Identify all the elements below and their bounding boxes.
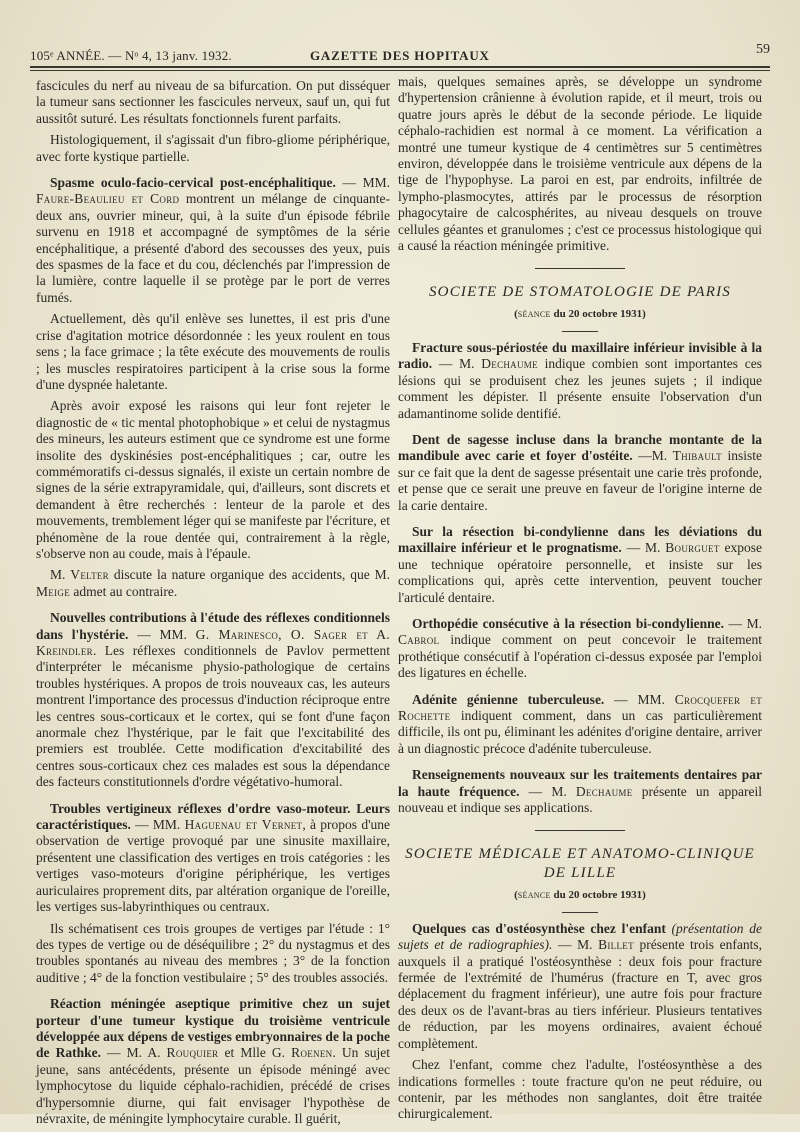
text-run: du 20 octobre 1931) <box>550 889 646 902</box>
paragraph: Actuellement, dès qu'il enlève ses lunettes, il est pris d'une crise d'agitation motrice désordonnée : les yeux roulent en tous sens ; la face grimace ; la tête exécute des mouvements de roulis ; les muscles respiratoires participent à la crise sous la forme d'une dyspnée haletante. <box>36 311 390 392</box>
text-run: ( <box>514 889 518 902</box>
text-run: — MM. <box>130 817 185 833</box>
article-title: Spasme oculo-facio-cervical post-encéphalitique. <box>50 175 336 191</box>
article-resection <box>398 524 762 606</box>
article-osteosynthese <box>398 921 762 1052</box>
author-name: Bourguet <box>665 540 720 556</box>
text-run: — MM. <box>128 626 196 642</box>
text-run: —M. <box>632 448 673 464</box>
article-spasme <box>36 175 390 306</box>
text-run: — M. <box>723 615 762 631</box>
article-title: Fracture sous-périostée du maxillaire inférieur invisible à la radio. <box>398 339 762 372</box>
paragraph: Histologiquement, il s'agissait d'un fibro-gliome périphérique, avec forte kystique partielle. <box>36 132 390 164</box>
section-divider <box>562 912 598 913</box>
text-run: — M. <box>552 937 599 953</box>
author-name: Billet <box>598 937 634 953</box>
text-run: — MM. <box>604 691 675 707</box>
text-run: indiquent comment, dans un cas particulièrement difficile, ils ont pu, éliminant les adénites d'origine dentaire, arriver à un diagnostic précoce d'adénite tuberculeuse. <box>398 708 762 756</box>
page-number: 59 <box>756 42 770 57</box>
text-run: , à propos d'une observation de vertige provoqué par une sinusite maxillaire, présentent une classification des vertiges en trois catégories : les vertiges vaso-moteurs d'origine périphérique, les vertiges auriculaires proprement dits, par altération organique de l'oreille, les vertiges sus-labyrinthiques ou centraux. <box>36 817 391 915</box>
society-heading: SOCIETE MÉDICALE ET ANATOMO-CLINIQUE DE LILLE <box>405 846 755 882</box>
section-divider <box>562 331 598 332</box>
text-run: montrent un mélange de cinquante-deux ans, ouvrier mineur, qui, à la suite d'un épisode fébrile survenu en 1918 et accompagné de symptômes de la série encéphalitique, a présenté d'abord des secousses des yeux, puis des spasmes de la face et du cou, déclenchés par l'impression de la lumière, contre laquelle il se protège par le port de verres fumés. <box>36 191 390 305</box>
author-name: Cabrol <box>398 632 440 648</box>
text-run: — M. <box>621 540 666 556</box>
author-names: Haguenau et Vernet <box>184 817 303 833</box>
text-run: discute la nature organique des accidents, que M. <box>108 567 390 583</box>
text-run: — M. <box>432 356 482 372</box>
article-adenite <box>398 692 762 758</box>
author-names: Crocquefer et Rochette <box>398 691 762 723</box>
text-run: expose une technique opératoire personnelle, et insiste sur les complications qui, après cette intervention, peuvent toucher l'articulé dentaire. <box>398 540 762 605</box>
text-run: et Mlle G. <box>218 1045 292 1061</box>
text-run: . Un sujet jeune, sans antécédents, présente un épisode méningé avec lymphocytose du liquide céphalo-rachidien, précédé de crises d'hypersomnie diurne, qui fait envisager l'hypothèse de névraxite, de méningite lymphocytaire curable. Il guérit, <box>36 1045 390 1126</box>
author-name: Dechaume <box>575 783 633 799</box>
paragraph: fascicules du nerf au niveau de sa bifurcation. On put disséquer la tumeur sans sectionner les fascicules nerveux, sauf un, qui fut aussitôt suturé. Les résultats fonctionnels furent parfaits. <box>36 78 390 126</box>
section-divider <box>535 830 625 831</box>
text-run: présente trois enfants, auxquels il a pratiqué l'ostéosynthèse : deux fois pour fracture fermée de l'extrémité de l'humérus (fracture en T, avec gros déplacement du fragment inférieur), une autre fois pour fracture des deux os de l'avant-bras au tiers inférieur. Plusieurs tentatives de réduction, par les moyens ordinaires, avaient échoué complètement. <box>398 937 762 1051</box>
journal-title: GAZETTE DES HOPITAUX <box>310 48 490 63</box>
text-run: — M. A. <box>100 1045 167 1061</box>
article-title: Quelques cas d'ostéosynthèse chez l'enfant <box>412 920 666 936</box>
text-run: présente un appareil nouveau et indique ses applications. <box>398 783 763 816</box>
text-run: . Les réflexes conditionnels de Pavlov permettent d'interpréter le mécanisme physio-pathologique de certains troubles hystériques. A propos de trois nouveaux cas, les auteurs montrent l'importance des processus d'induction réciproque entre les centres sous-corticaux et le cortex, qui se font d'une façon anormale chez l'hystérique, par le fait que l'excitabilité des premiers est troublée. Cette modification d'excitabilité des centres sous-corticaux chez ces malades est sous la dépendance des facteurs constitutionnels d'ordre végétativo-humoral. <box>36 643 390 790</box>
article-title: Troubles vertigineux réflexes d'ordre vaso-moteur. Leurs caractéristiques. <box>36 800 390 833</box>
article-renseignements <box>398 767 762 816</box>
paragraph <box>36 567 390 600</box>
paragraph: mais, quelques semaines après, se développe un syndrome d'hypertension crânienne à évolution rapide, et il meurt, trois ou quatre jours après le début de la seconde période. Le liquide céphalo-rachidien est normal à ce moment. La vérification a montré une tumeur kystique de 4 centimètres sur 5 centimètres environ, développée dans le troisième ventricule aux dépens de la tige de l'hypophyse. La paroi en est, par endroits, infiltrée de lympho-plasmocytes, attirés par le processus de résorption phagocytaire de calcosphérites, au niveau desquels on trouve cellules géantes et granulomes ; c'est ce processus histologique qui a causé la réaction méningée primitive. <box>398 74 762 254</box>
article-title: Adénite génienne tuberculeuse. <box>412 691 605 707</box>
text-run: — MM. <box>335 175 390 191</box>
section-divider <box>535 268 625 269</box>
text-run: M. <box>50 567 71 583</box>
article-title: Orthopédie consécutive à la résection bi-condylienne. <box>412 615 724 631</box>
text-run: (présentation de sujets et de radiographies). <box>398 920 762 953</box>
society-heading: SOCIETE DE STOMATOLOGIE DE PARIS <box>428 284 731 301</box>
article-title: Dent de sagesse incluse dans la branche montante de la mandibule avec carie et foyer d'ostéite. <box>398 431 762 464</box>
article-title: Sur la résection bi-condylienne dans les déviations du maxillaire inférieur et le prognatisme. <box>398 523 762 556</box>
paragraph: Après avoir exposé les raisons qui leur font rejeter le diagnostic de « tic mental photophobique » et celui de nystagmus des mineurs, les auteurs estiment que ce syndrome est une forme insolite des dyskinésies post-encéphalitiques ; car, outre les commémoratifs ci-dessus signalés, il existe un certain nombre de signes de la série extrapyramidale, qui, d'ailleurs, sont discrets et demandent à être recherchés : lenteur de la parole et des mouvements, tremblement léger qui se manifeste par l'écriture, et phénomène de la roue dentée qui, contrairement à la règle, s'observe non au coude, mais à l'épaule. <box>36 398 390 561</box>
article-title: Nouvelles contributions à l'étude des réflexes conditionnels dans l'hystérie. <box>36 610 390 642</box>
article-nouvelles <box>36 610 390 790</box>
article-troubles <box>36 801 390 916</box>
author-name: Thibault <box>672 448 722 464</box>
author-names: G. Marinesco, O. Sager et A. Kreindler <box>36 626 390 658</box>
left-column <box>36 78 390 1132</box>
session-date <box>398 887 762 903</box>
paragraph: Ils schématisent ces trois groupes de vertiges par l'étude : 1° des types de vertige ou de déséquilibre ; 2° du nystagmus et des troubles spontanés au niveau des membres ; 3° de la fonction auditive ; 4° de la fonction vestibulaire ; 5° des troubles associés. <box>36 920 390 985</box>
issue-info: 105ᵉ ANNÉE. — Nᵒ 4, 13 janv. 1932. <box>30 48 232 63</box>
article-dent <box>398 432 762 514</box>
text-run: du 20 octobre 1931) <box>550 308 646 321</box>
session-date <box>398 306 762 322</box>
text-run: séance <box>517 889 551 902</box>
article-title: Réaction méningée aseptique primitive chez un sujet porteur d'une tumeur kystique du troisième ventricule développée aux dépens de vestiges embryonnaires de la poche de Rathke. <box>36 996 390 1061</box>
author-name: Dechaume <box>481 356 538 372</box>
page-header <box>30 42 770 64</box>
text-run: ( <box>514 308 518 321</box>
article-title: Renseignements nouveaux sur les traitements dentaires par la haute fréquence. <box>398 767 762 799</box>
text-run: séance <box>517 308 551 321</box>
right-column <box>398 74 762 1128</box>
article-fracture <box>398 340 762 422</box>
text-run: admet au contraire. <box>70 583 178 599</box>
text-run: indique combien sont importantes ces lésions qui se produisent chez les jeunes sujets ; il indique comment les dépister. Il présente ensuite l'observation d'un adamantinome solide dentifié. <box>398 356 762 421</box>
author-name: Velter <box>70 567 109 583</box>
article-ortho <box>398 616 762 682</box>
text-run: insiste sur ce fait que la dent de sagesse présentait une carie très profonde, et pense que ce serait une preuve en faveur de l'origine interne de la carie dentaire. <box>398 448 762 513</box>
header-rule-thick <box>30 66 770 68</box>
header-rule-thin <box>30 70 770 71</box>
text-run: indique comment on peut concevoir le traitement prothétique consécutif à l'opération ci-dessus exposée par l'emploi des ligatures en échelle. <box>398 632 762 681</box>
paragraph: Chez l'enfant, comme chez l'adulte, l'ostéosynthèse a des indications formelles : toute fracture qu'on ne peut réduire, ou contenir, par les méthodes non sanglantes, doit être traitée chirurgicalement. <box>398 1057 762 1122</box>
author-name: Rouquier <box>166 1045 219 1061</box>
author-name: Roenen <box>291 1045 333 1061</box>
author-name: Meige <box>36 583 70 599</box>
text-run: — M. <box>519 783 576 799</box>
article-reaction <box>36 996 390 1127</box>
author-names: Faure-Beaulieu et Cord <box>36 191 180 207</box>
